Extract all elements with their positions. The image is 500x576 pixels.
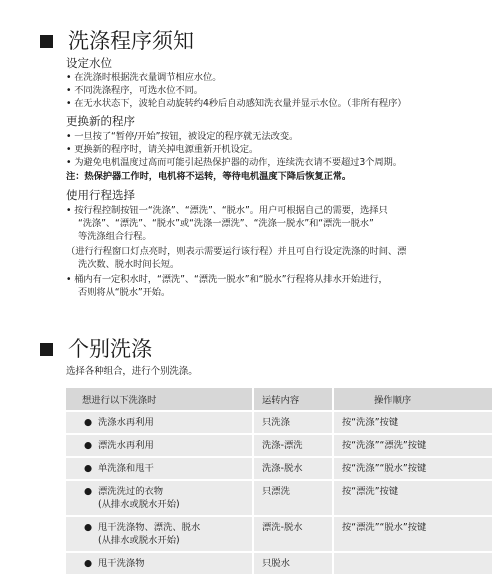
row-content: 漂洗-脱水	[252, 517, 332, 551]
bullet-dot-icon: ●	[84, 463, 93, 474]
row-want: 漂洗洗过的衣物	[98, 486, 164, 497]
table-header-row	[66, 388, 492, 410]
cycle-select-line: 否则将从“脱水”开始。	[78, 287, 171, 298]
row-content: 只洗涤	[252, 412, 332, 433]
heading-cycle-select: 使用行程选择	[66, 188, 135, 202]
table-row	[66, 458, 492, 479]
thermal-protector-note: 注：热保护器工作时，电机将不运转，等待电机温度下降后恢复正常。	[66, 171, 352, 182]
table-header-content: 运转内容	[252, 388, 332, 410]
row-operation: 按“洗涤”“脱水”按键	[332, 458, 492, 479]
row-want: 甩干洗涤物	[98, 558, 145, 569]
row-operation: 按“洗涤”按键	[332, 412, 492, 433]
table-row	[66, 517, 492, 551]
cycle-select-line: 等洗涤组合行程。	[78, 231, 152, 242]
table-header-operation: 操作顺序	[332, 388, 492, 410]
table-row	[66, 481, 492, 515]
cycle-select-line: • 按行程控制按钮一“洗涤”、“漂洗”、“脱水”。用户可根据自己的需要，选择只	[66, 205, 388, 216]
table-row	[66, 553, 492, 574]
section-title-program-notes	[40, 28, 194, 54]
cycle-select-line: 洗次数、脱水时间长短。	[78, 259, 180, 270]
heading-change-program: 更换新的程序	[66, 114, 135, 128]
section-title-text: 个别洗涤	[68, 337, 152, 361]
change-program-item: • 更换新的程序时，请关掉电源重新开机设定。	[66, 144, 259, 155]
water-level-item: • 不同洗涤程序，可选水位不同。	[66, 85, 203, 96]
row-content: 只脱水	[252, 553, 332, 574]
row-operation: 按“洗涤”“漂洗”按键	[332, 435, 492, 456]
bullet-dot-icon: ●	[84, 522, 93, 533]
row-want: 单洗涤和甩干	[98, 463, 154, 474]
row-operation: 按“漂洗”按键	[332, 481, 492, 515]
cycle-select-line: • 桶内有一定积水时，“漂洗”、“漂洗一脱水”和“脱水”行程将从排水开始进行，	[66, 274, 388, 285]
table-header-want: 想进行以下洗涤时	[66, 388, 252, 410]
row-content: 洗涤-漂洗	[252, 435, 332, 456]
section-title-text: 洗涤程序须知	[68, 29, 194, 53]
table-row	[66, 412, 492, 433]
row-operation: 按“漂洗”“脱水”按键	[332, 517, 492, 551]
individual-wash-intro: 选择各种组合，进行个别洗涤。	[66, 366, 198, 377]
cycle-select-line: （进行行程窗口灯点亮时，则表示需要运行该行程）并且可自行设定洗涤的时间、漂	[66, 246, 407, 257]
row-operation	[332, 553, 492, 574]
row-content: 只漂洗	[252, 481, 332, 515]
row-want-note: (从排水或脱水开始)	[98, 499, 180, 510]
change-program-item: • 为避免电机温度过高而可能引起热保护器的动作，连续洗衣请不要超过3个周期。	[66, 157, 402, 168]
row-want: 甩干洗涤物、漂洗、脱水	[98, 522, 201, 533]
square-bullet-icon	[40, 35, 53, 48]
table-row	[66, 435, 492, 456]
water-level-item: • 在无水状态下，波轮自动旋转约4秒后自动感知洗衣量并显示水位。（非所有程序）	[66, 98, 407, 109]
heading-water-level: 设定水位	[66, 56, 112, 70]
row-want-note: (从排水或脱水开始)	[98, 535, 180, 546]
individual-wash-table	[66, 386, 492, 576]
row-content: 洗涤-脱水	[252, 458, 332, 479]
row-want: 洗涤水再利用	[98, 417, 154, 428]
row-want: 漂洗水再利用	[98, 440, 154, 451]
water-level-item: • 在洗涤时根据洗衣量调节相应水位。	[66, 72, 222, 83]
bullet-dot-icon: ●	[84, 486, 93, 497]
cycle-select-line: “洗涤”、“漂洗”、“脱水”或“洗涤一漂洗”、“洗涤一脱水”和“漂洗一脱水”	[78, 218, 374, 229]
section-title-individual-wash	[40, 336, 152, 362]
change-program-item: • 一旦按了“暂停/开始”按钮，被设定的程序就无法改变。	[66, 131, 299, 142]
bullet-dot-icon: ●	[84, 417, 93, 428]
square-bullet-icon	[40, 343, 53, 356]
bullet-dot-icon: ●	[84, 558, 93, 569]
bullet-dot-icon: ●	[84, 440, 93, 451]
